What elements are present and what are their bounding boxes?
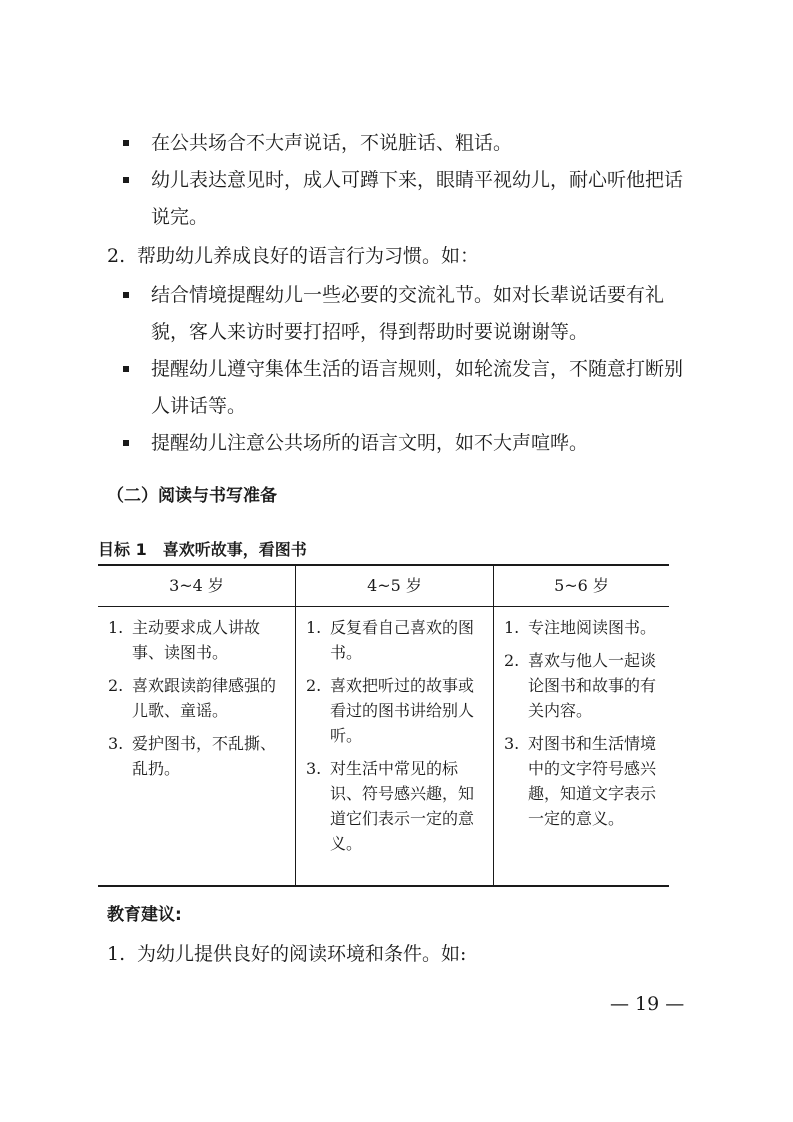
suggestions-heading: 教育建议:	[107, 905, 182, 925]
bullet-text: 幼儿表达意见时，成人可蹲下来，眼睛平视幼儿，耐心听他把话说完。	[151, 169, 684, 228]
list-item	[306, 615, 487, 665]
list-item	[504, 731, 663, 831]
item-number: 1.	[306, 618, 322, 637]
item-number: 2.	[504, 651, 520, 670]
item-text: 对生活中常见的标识、符号感兴趣，知道它们表示一定的意义。	[330, 759, 475, 853]
item-number: 3.	[306, 759, 322, 778]
item-number: 1.	[108, 618, 124, 637]
page-number: — 19 —	[610, 993, 685, 1015]
item-number: 1.	[107, 943, 126, 965]
bullet-item	[126, 277, 686, 351]
bullet-text: 提醒幼儿注意公共场所的语言文明，如不大声喧哗。	[151, 432, 589, 454]
table-column-4-5	[295, 566, 493, 885]
item-text: 帮助幼儿养成良好的语言行为习惯。如：	[137, 245, 480, 267]
square-bullet-icon	[123, 292, 129, 298]
list-item	[108, 673, 289, 723]
table-column-5-6	[493, 566, 669, 885]
item-text: 为幼儿提供良好的阅读环境和条件。如:	[137, 943, 467, 965]
item-number: 2.	[107, 245, 126, 267]
square-bullet-icon	[123, 366, 129, 372]
bullet-item	[126, 425, 686, 462]
bullet-text: 结合情境提醒幼儿一些必要的交流礼节。如对长辈说话要有礼貌，客人来访时要打招呼，得到帮助时要说谢谢等。	[151, 284, 665, 343]
square-bullet-icon	[123, 140, 129, 146]
square-bullet-icon	[123, 177, 129, 183]
item-text: 喜欢把听过的故事或看过的图书讲给别人听。	[330, 676, 475, 745]
column-header: 5~6 岁	[494, 566, 669, 607]
section-heading: （二）阅读与书写准备	[107, 486, 277, 506]
table-column-3-4	[98, 566, 295, 885]
bullet-text: 在公共场合不大声说话，不说脏话、粗话。	[151, 132, 513, 154]
item-text: 喜欢与他人一起谈论图书和故事的有关内容。	[528, 651, 657, 720]
item-text: 专注地阅读图书。	[528, 618, 657, 637]
item-number: 1.	[504, 618, 520, 637]
item-text: 主动要求成人讲故事、读图书。	[132, 618, 261, 662]
list-item	[306, 673, 487, 748]
bullet-text: 提醒幼儿遵守集体生活的语言规则，如轮流发言，不随意打断别人讲话等。	[151, 358, 684, 417]
square-bullet-icon	[123, 440, 129, 446]
bullet-item	[126, 162, 686, 236]
item-number: 2.	[306, 676, 322, 695]
list-item	[108, 615, 289, 665]
numbered-item-1	[107, 939, 677, 969]
item-text: 喜欢跟读韵律感强的儿歌、童谣。	[132, 676, 277, 720]
list-item	[504, 648, 663, 723]
list-item	[504, 615, 663, 640]
bullet-item	[126, 125, 686, 162]
column-header: 4~5 岁	[296, 566, 493, 607]
item-number: 3.	[108, 734, 124, 753]
item-text: 反复看自己喜欢的图书。	[330, 618, 475, 662]
goal-table	[98, 564, 669, 887]
list-item	[108, 731, 289, 781]
bullet-item	[126, 351, 686, 425]
goal-title: 目标 1 喜欢听故事，看图书	[98, 540, 307, 559]
column-header: 3~4 岁	[98, 566, 295, 607]
item-text: 爱护图书，不乱撕、乱扔。	[132, 734, 277, 778]
item-text: 对图书和生活情境中的文字符号感兴趣，知道文字表示一定的意义。	[528, 734, 657, 828]
item-number: 2.	[108, 676, 124, 695]
item-number: 3.	[504, 734, 520, 753]
numbered-item-2	[107, 241, 677, 271]
list-item	[306, 756, 487, 856]
